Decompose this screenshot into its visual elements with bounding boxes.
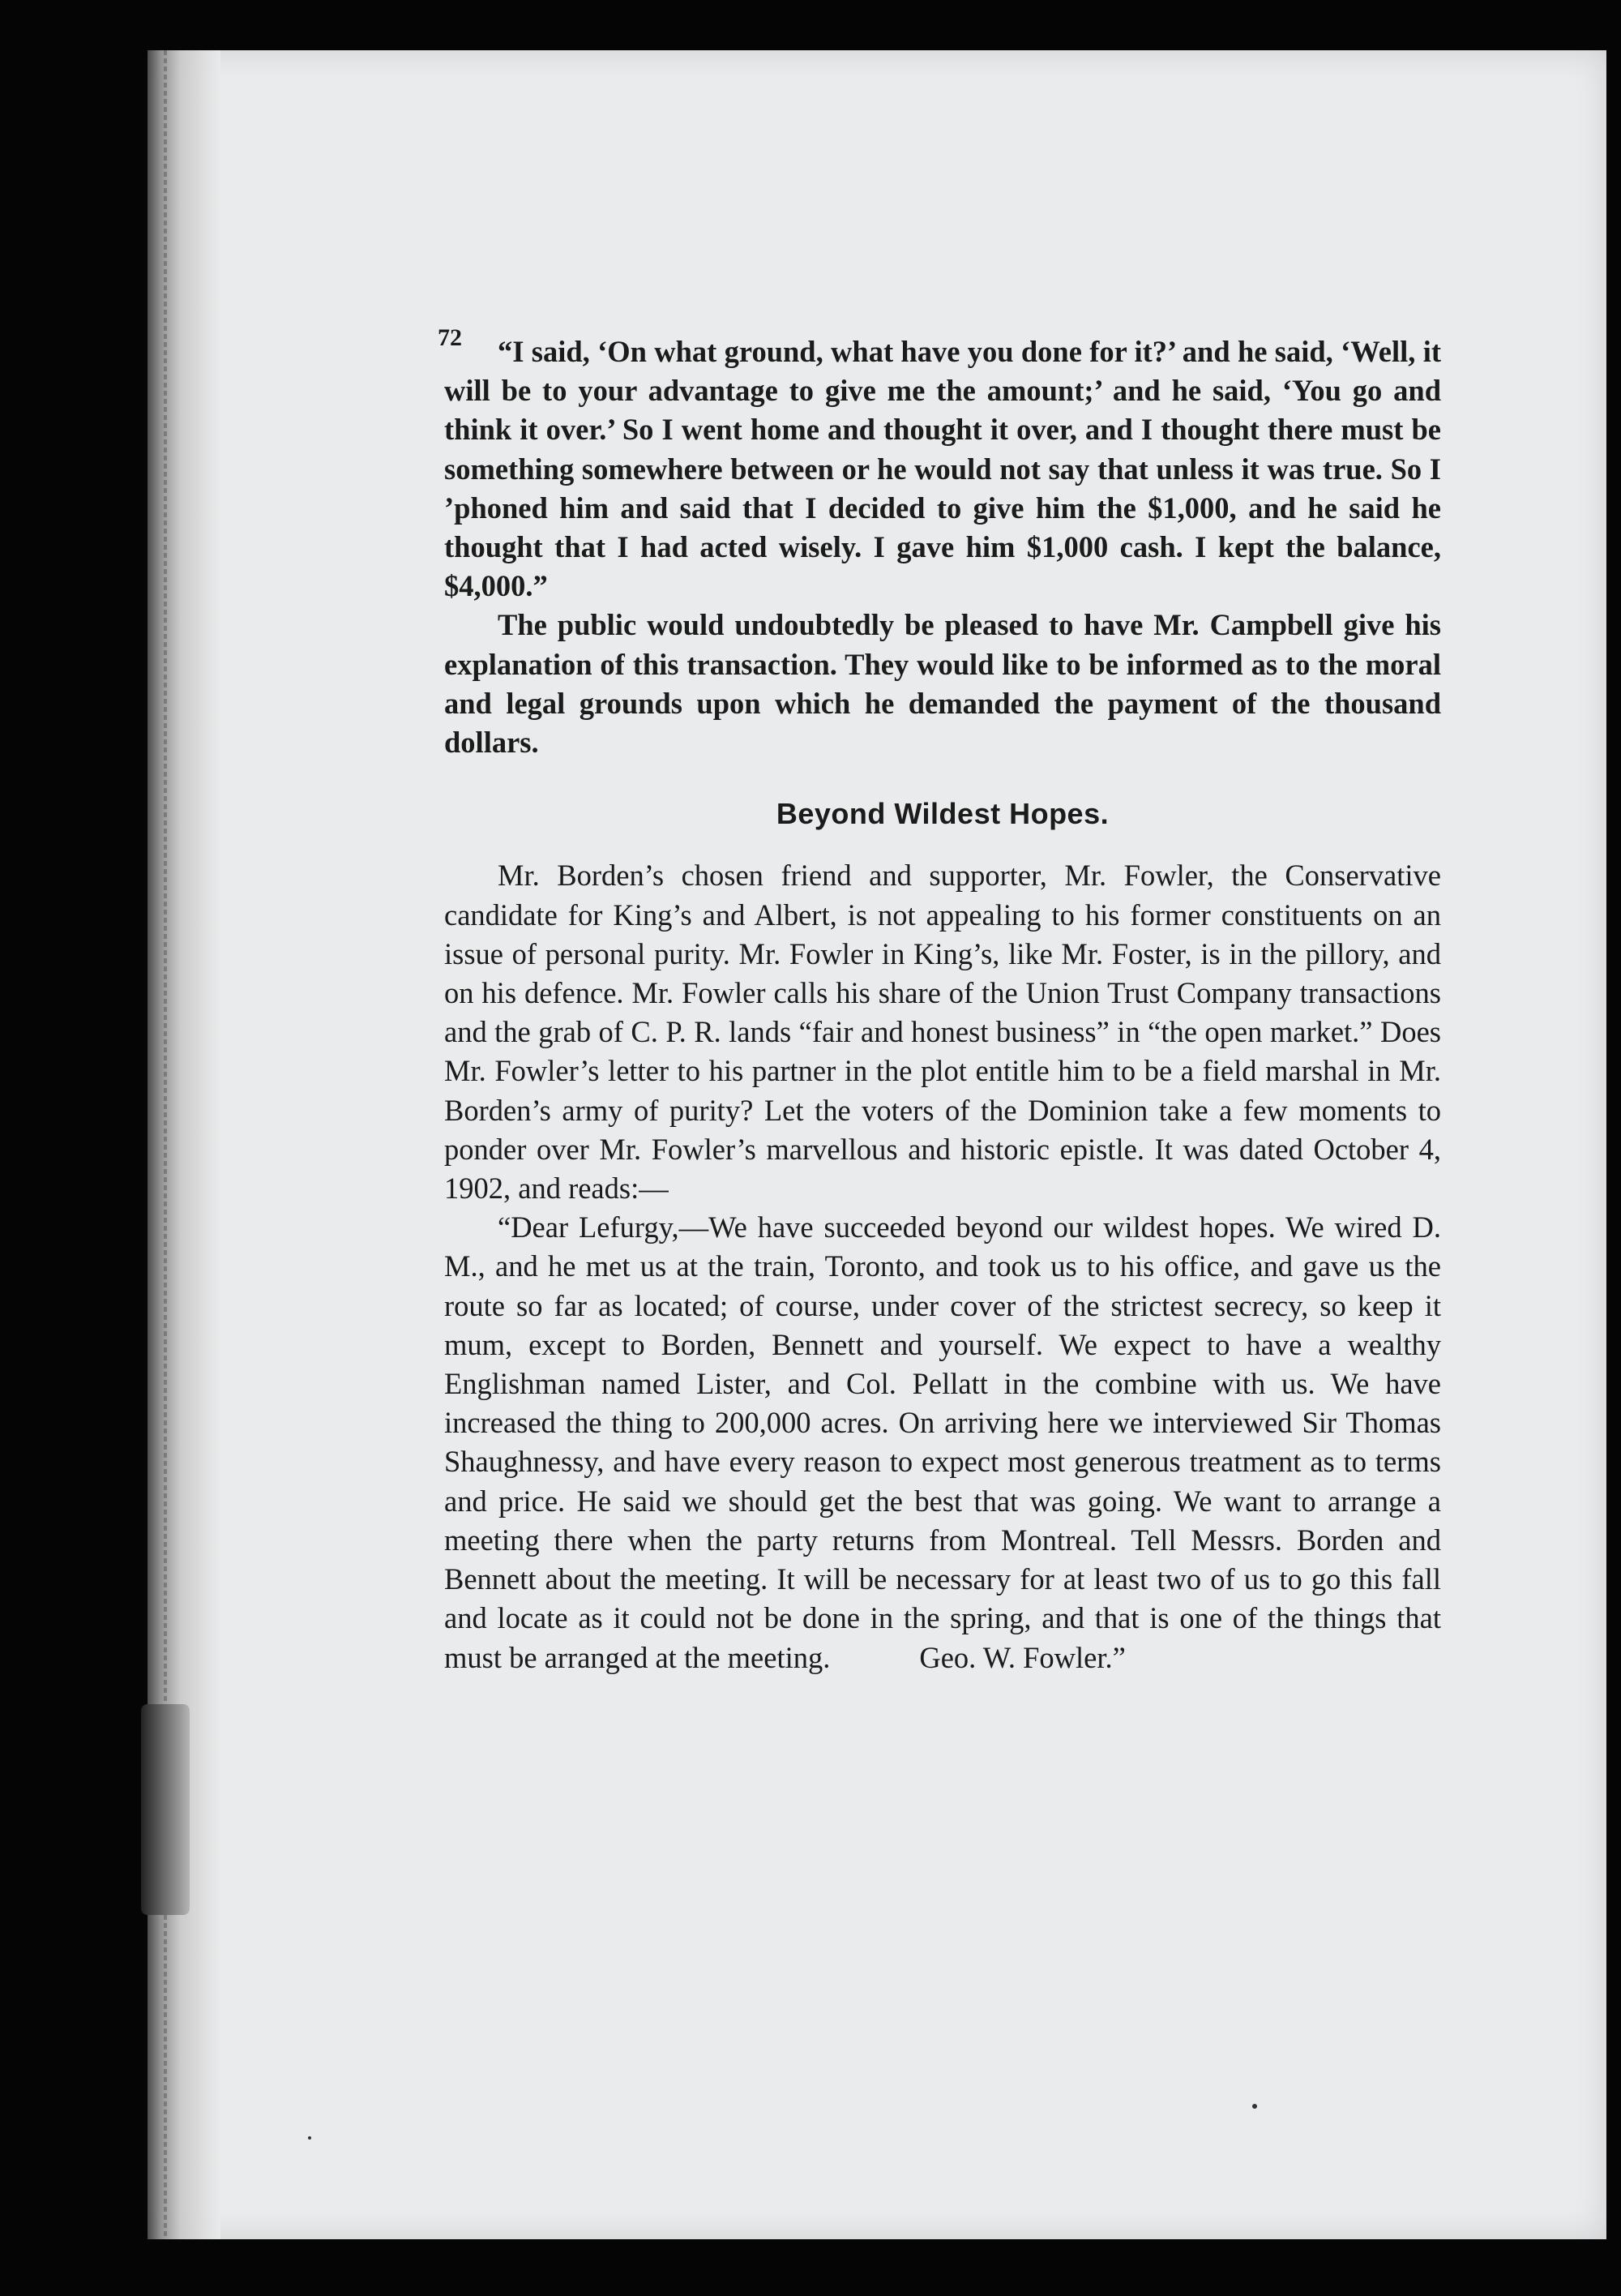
commentary-paragraph: The public would undoubtedly be pleased to have Mr. Campbell give his explanation of this transaction. They would like to be informed as to the moral and legal grounds upon which he demanded the payment of the thousand dollars. bbox=[444, 608, 1441, 760]
quote-paragraph: “I said, ‘On what ground, what have you done for it?’ and he said, ‘Well, it will be to your advantage to give me the amount;’ and he said, ‘You go and think it over.’ So I went home and thought it over, and I thought there must be something somewhere between or he would not say that unless it was true. So I ’phoned him and said that I decided to give him the $1,000, and he said he thought that I had acted wisely. I gave him $1,000 cash. I kept the balance, $4,000.” bbox=[444, 335, 1441, 603]
letter-text: “Dear Lefurgy,—We have succeeded beyond our wildest hopes. We wired D. M., and he met us at the train, Toronto, and took us to his office, and gave us the route so far as located; of course, under cover of the strictest secrecy, so keep it mum, except to Borden, Bennett and yourself. We expect to have a wealthy Englishman named Lister, and Col. Pellatt in the combine with us. We have increased the thing to 200,000 acres. On arriving here we interviewed Sir Thomas Shaughnessy, and have every reason to expect most generous treatment as to terms and price. He said we should get the best that was going. We want to arrange a meeting there when the party returns from Montreal. Tell Messrs. Borden and Bennett about the meeting. It will be necessary for at least two of us to go this fall and locate as it could not be done in the spring, and that is one of the things that must be arranged at the meeting. bbox=[444, 1210, 1441, 1674]
dust-speck bbox=[1252, 2104, 1257, 2109]
section-heading: Beyond Wildest Hopes. bbox=[776, 797, 1110, 831]
page-text bbox=[444, 332, 1441, 1677]
letter-signature: Geo. W. Fowler.” bbox=[919, 1640, 1126, 1674]
body-paragraph: Mr. Borden’s chosen friend and supporter, Mr. Fowler, the Conservative candidate for King’s and Albert, is not appealing to his former constituents on an issue of personal purity. Mr. Fowler in King’s, like Mr. Foster, is in the pillory, and on his defence. Mr. Fowler calls his share of the Union Trust Company transactions and the grab of C. P. R. lands “fair and honest business” in “the open market.” Does Mr. Fowler’s letter to his partner in the plot entitle him to be a field marshal in Mr. Borden’s army of purity? Let the voters of the Dominion take a few moments to ponder over Mr. Fowler’s marvellous and historic epistle. It was dated October 4, 1902, and reads:— bbox=[444, 859, 1441, 1206]
letter-paragraph bbox=[444, 1208, 1441, 1677]
page-number: 72 bbox=[438, 324, 462, 351]
dust-speck bbox=[308, 2136, 311, 2140]
binding-clip bbox=[141, 1704, 190, 1915]
